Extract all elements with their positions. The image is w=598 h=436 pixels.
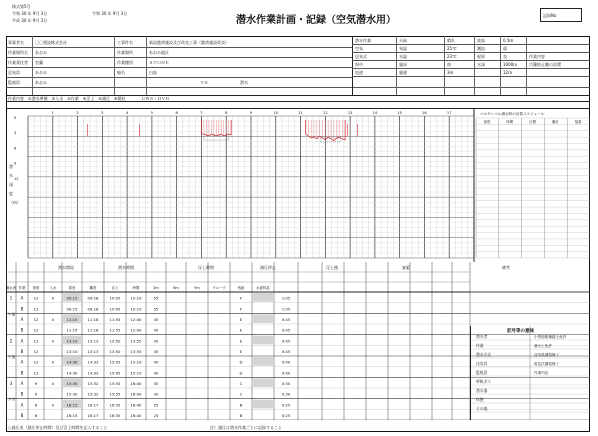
row-cell: 10:10: [130, 295, 142, 301]
row-cell: 11:18: [87, 327, 99, 333]
row-group-label: 夕方: [8, 397, 16, 402]
legend-item: 作業: [476, 343, 484, 348]
value-air-supply[interactable]: あおみ: [35, 70, 47, 75]
hour-tick-label: 8: [225, 111, 228, 115]
hour-tick-label: 16: [422, 111, 427, 115]
depth-tick-label: 0: [14, 116, 17, 120]
depth-axis-caption: 水: [9, 173, 13, 178]
table-col-header: 深度: [32, 286, 40, 290]
row-cell: 13:55: [130, 338, 142, 344]
legend-item-right: 救急法講習修了: [534, 362, 560, 366]
row-diver: B: [20, 327, 24, 333]
row-number: 2: [9, 338, 13, 344]
table-col-header: 潜水者: [6, 286, 17, 290]
schedule-col-header: 深度: [483, 120, 491, 124]
value-work-type[interactable]: ＳＴＯＮＥ: [149, 60, 169, 65]
value-air-temp[interactable]: 25℃: [447, 46, 457, 51]
row-cell: 12: [33, 349, 39, 354]
row-cell: 09:18: [87, 295, 99, 301]
schedule-title: マルチレベル潜水時の計算スケジュール: [480, 112, 545, 116]
table-group-header: 減圧停止: [260, 265, 276, 270]
row-cell: 40: [153, 359, 159, 365]
row-cell: 12: [33, 295, 39, 301]
row-cell: 1:05: [281, 295, 291, 301]
table-group-header: 浮上後: [326, 265, 338, 270]
row-cell: 0: [51, 359, 55, 365]
value-gas[interactable]: 空気: [355, 46, 363, 51]
row-cell: 12: [33, 338, 39, 344]
row-diver: B: [20, 370, 24, 376]
hour-tick-label: 11: [298, 111, 303, 115]
table-col-header: 残留: [237, 286, 245, 290]
row-group-label: 午前: [8, 312, 16, 317]
label-sea: 海中: [355, 62, 363, 67]
row-cell: C: [239, 381, 243, 386]
label-tide: 潮流: [477, 46, 485, 51]
row-cell: 16:15: [66, 402, 78, 408]
bottom-trace: [209, 134, 211, 136]
label-work-content: 作業内容: [529, 54, 545, 59]
bottom-trace: [226, 134, 228, 135]
row-cell: 55: [153, 306, 159, 312]
legend-item: 呼吸ガス: [476, 379, 492, 384]
hour-tick-label: 9: [249, 111, 253, 115]
value-method[interactable]: 送気式: [355, 54, 367, 59]
row-cell: 55: [153, 295, 159, 301]
bottom-trace: [342, 139, 345, 140]
row-cell: 13:13: [87, 349, 99, 354]
row-cell: 12: [33, 370, 39, 376]
value-work-content[interactable]: 汚濁防止膜の設置: [529, 62, 561, 67]
row-cell: 0:25: [281, 413, 291, 418]
row-cell: 45: [153, 349, 159, 354]
label-depth: 水深: [477, 62, 485, 67]
row-diver: A: [20, 295, 24, 301]
shaded-cell: [252, 293, 274, 302]
table-col-header: 着底: [68, 286, 76, 290]
bottom-trace: [334, 138, 337, 141]
shaded-cell: [252, 400, 274, 409]
row-diver: A: [20, 402, 24, 408]
row-diver: B: [20, 349, 24, 354]
row-cell: B: [239, 402, 243, 408]
label-diving-op: 潜水作業: [355, 38, 371, 43]
hour-tick-label: 6: [175, 111, 178, 115]
row-cell: 16:35: [109, 413, 121, 418]
row-cell: 11:55: [109, 327, 121, 333]
row-cell: 14:30: [66, 370, 78, 376]
bottom-trace: [211, 134, 213, 135]
label-wind-dir: 風向: [399, 62, 407, 67]
footnote-left: ○減圧表（減圧停止時間）及び浮上時間を記入すること: [8, 425, 108, 430]
value-wind-speed[interactable]: 3m: [447, 70, 454, 75]
table-group-header: 浮上時間: [198, 265, 214, 270]
row-cell: 11:55: [109, 317, 121, 322]
row-cell: 13:10: [66, 338, 78, 344]
row-diver: B: [20, 306, 24, 312]
table-col-header: 浮上: [111, 286, 119, 290]
shaded-cell: [252, 314, 274, 323]
depth-time-chart: [6, 108, 590, 262]
label-watcher: 監視員: [8, 80, 20, 85]
value-wind-dir[interactable]: 南: [447, 62, 451, 67]
row-cell: 0:45: [281, 317, 291, 322]
depth-axis-caption: 深: [9, 182, 13, 187]
bottom-trace: [221, 134, 223, 136]
row-cell: 15:10: [130, 359, 142, 365]
table-col-header: 6m: [173, 286, 179, 290]
hour-tick-label: 3: [101, 111, 104, 115]
bottom-trace: [339, 137, 342, 139]
bottom-trace: [311, 137, 314, 138]
table-col-header: 入水: [49, 286, 57, 290]
row-cell: 13:50: [109, 349, 121, 354]
value-diver[interactable]: ワカ: [200, 80, 208, 85]
row-cell: F: [239, 295, 243, 301]
label-air-supply: 送気員: [8, 70, 20, 75]
row-cell: 25: [153, 413, 159, 418]
row-cell: 13:50: [109, 338, 121, 344]
row-cell: D: [239, 359, 243, 365]
record-number-label: 記録No: [543, 13, 557, 18]
row-cell: 16:40: [130, 402, 142, 408]
row-diver: A: [20, 338, 24, 344]
row-cell: 1:05: [281, 306, 291, 312]
hour-tick-label: 1: [51, 111, 54, 115]
row-cell: 25: [153, 402, 159, 408]
row-number: 1: [9, 295, 13, 301]
row-cell: 15:05: [109, 370, 121, 376]
legend-title: 記号等の意味: [507, 329, 534, 334]
shaded-cell: [252, 357, 274, 366]
row-cell: 0:40: [281, 370, 291, 376]
legend-item: 送気員: [476, 361, 488, 366]
row-cell: 15:55: [109, 391, 121, 397]
value-tide[interactable]: 弱: [503, 46, 507, 51]
value-sub[interactable]: 潜水: [240, 80, 248, 85]
row-cell: 11:15: [66, 327, 78, 333]
row-cell: 14:33: [87, 359, 99, 365]
depth-tick-label: 6: [14, 146, 17, 151]
table-col-header: 時間: [132, 286, 140, 290]
row-cell: 0:30: [281, 391, 291, 397]
footnote-mid: 注）減圧は潜水作業ごとに記録すること: [210, 425, 282, 430]
row-cell: 16:17: [87, 402, 99, 408]
date-left-1: 令和 30 年 9月 3日: [12, 11, 48, 16]
hour-tick-label: 14: [372, 111, 378, 115]
value-weather[interactable]: 晴れ: [447, 38, 455, 43]
depth-tick-label: 12: [14, 176, 19, 181]
row-cell: 30: [153, 381, 159, 386]
row-cell: B: [239, 413, 243, 418]
row-cell: 16:15: [66, 413, 78, 418]
legend-box: [470, 326, 590, 420]
row-cell: 10:10: [130, 306, 142, 312]
hour-tick-label: 17: [446, 111, 452, 115]
value-watcher[interactable]: あおみ: [35, 80, 47, 85]
label-wind-speed: 風速: [399, 70, 407, 75]
row-cell: 6: [34, 402, 38, 408]
form-number: 様式第5号: [12, 4, 31, 9]
legend-item: 監視員: [476, 370, 488, 375]
value-site[interactable]: あおみ: [35, 50, 47, 55]
depth-axis-caption: 度: [9, 191, 13, 196]
label-air-temp: 気温: [399, 46, 407, 51]
table-group-header: 窒素: [402, 265, 410, 270]
row-cell: 14:30: [66, 359, 78, 365]
bottom-trace: [204, 134, 206, 135]
value-location[interactable]: あおみ地区: [149, 50, 169, 55]
row-cell: C: [239, 391, 243, 397]
row-cell: 12: [33, 359, 39, 365]
label-project: 工事件名: [117, 40, 133, 45]
table-col-header: 水面休息: [256, 286, 270, 290]
row-cell: E: [239, 349, 243, 354]
hour-tick-label: 2: [76, 111, 79, 115]
row-cell: 0: [51, 317, 55, 322]
row-cell: 45: [153, 338, 159, 344]
value-supervisor[interactable]: 室蘭: [35, 60, 43, 65]
hour-tick-label: 12: [323, 111, 328, 115]
record-number-box[interactable]: [540, 8, 582, 22]
date-left-2: 平成 30 年 9月 3日: [12, 18, 48, 23]
label-ship: 船名: [117, 70, 125, 75]
label-location: 作業場所: [117, 50, 133, 55]
procedure-line: 作業内容 ①潜水準備 ②入水 ③作業 ④浮上 ⑤減圧 ⑥揚収 ＵＷＳ・ＤＶＲ: [8, 96, 170, 101]
value-project[interactable]: 新設港湾施設及び改良工事（港湾施設改良）: [149, 40, 229, 45]
row-cell: 10:05: [109, 306, 121, 312]
depth-tick-label: 3: [14, 131, 17, 136]
row-cell: 14:33: [87, 370, 99, 376]
label-water-temp: 水温: [399, 54, 407, 59]
legend-item: 休憩: [476, 397, 484, 402]
row-cell: 16:40: [130, 413, 142, 418]
hour-tick-label: 7: [200, 111, 203, 115]
row-cell: 0:45: [281, 338, 291, 344]
shaded-cell: [252, 336, 274, 345]
table-col-header: 9m: [194, 286, 200, 290]
legend-item: 潜水者: [476, 334, 488, 339]
row-cell: 45: [153, 317, 159, 322]
row-cell: 0:45: [281, 327, 291, 333]
hour-tick-label: 4: [125, 111, 129, 115]
row-cell: 9: [34, 391, 38, 397]
value-water-temp[interactable]: 23℃: [447, 54, 457, 59]
value-visibility-rating[interactable]: 良: [503, 54, 507, 59]
row-cell: E: [239, 338, 243, 344]
hour-tick-label: 15: [397, 111, 402, 115]
row-cell: 0: [51, 295, 55, 301]
row-diver: A: [20, 381, 24, 386]
label-company: 事業者名: [8, 40, 24, 45]
value-visibility[interactable]: 1000ｍ: [503, 62, 518, 67]
label-weather: 天候: [399, 38, 407, 43]
value-ship[interactable]: 白鳥: [149, 70, 157, 75]
row-cell: 11:18: [87, 317, 99, 322]
row-cell: 16:00: [130, 391, 142, 397]
row-diver: A: [20, 317, 24, 322]
row-cell: 0: [51, 381, 55, 386]
table-group-header: 備考: [502, 265, 510, 270]
row-cell: 15:05: [109, 359, 121, 365]
row-cell: 13:13: [87, 338, 99, 344]
row-cell: E: [239, 317, 243, 322]
row-cell: F: [239, 306, 243, 312]
label-wave: 波高: [477, 38, 485, 43]
row-cell: 15:32: [87, 381, 99, 386]
legend-item: その他: [476, 406, 488, 411]
row-cell: 16:35: [109, 402, 121, 408]
row-cell: 09:15: [66, 306, 78, 312]
row-cell: 09:18: [87, 306, 99, 312]
row-cell: 6: [34, 413, 38, 418]
row-cell: 0:40: [281, 359, 291, 365]
table-group-header: 潜水開始: [58, 265, 74, 270]
table-col-header: グループ: [212, 286, 226, 290]
legend-item: 潜水方式: [476, 352, 492, 357]
row-cell: 9: [34, 381, 38, 386]
bottom-trace: [229, 134, 231, 135]
legend-item-right: 作業内容: [534, 371, 549, 375]
schedule-col-header: 時間: [506, 120, 514, 124]
row-number: 3: [9, 381, 13, 386]
hour-tick-label: 5: [150, 111, 154, 115]
row-cell: 45: [153, 327, 159, 333]
label-visibility: 視界: [477, 54, 485, 59]
page-title: 潜水作業計画・記録（空気潜水用）: [236, 15, 396, 26]
legend-item-right: 小型船舶操縦士免許: [534, 335, 567, 339]
row-cell: 12:00: [130, 327, 142, 333]
depth-tick-label: 9: [14, 161, 17, 166]
label-current: 流速: [355, 70, 363, 75]
row-cell: E: [239, 327, 243, 333]
table-col-header: 3m: [153, 286, 159, 290]
table-col-header: 離底: [89, 286, 97, 290]
row-cell: 12: [33, 317, 39, 322]
row-group-label: 午後: [8, 355, 16, 359]
row-cell: 11:15: [66, 317, 78, 322]
row-diver: B: [20, 391, 24, 397]
bottom-trace: [306, 134, 309, 136]
row-cell: 0:25: [281, 402, 291, 408]
row-cell: 09:15: [66, 295, 78, 301]
row-cell: 16:17: [87, 413, 99, 418]
row-cell: 16:00: [130, 381, 142, 386]
row-cell: 12: [33, 306, 39, 312]
row-cell: 15:30: [66, 391, 78, 397]
row-cell: 10:05: [109, 295, 121, 301]
legend-item-right: 送気員講習修了: [534, 353, 560, 357]
label-site: 作業場所名: [8, 50, 28, 55]
bottom-trace: [325, 137, 328, 140]
row-cell: 0: [51, 402, 55, 408]
bottom-trace: [314, 137, 317, 139]
legend-item: 潜水器: [476, 388, 488, 393]
row-cell: 12:00: [130, 317, 142, 322]
shaded-cell: [252, 378, 274, 387]
schedule-col-header: 累計: [552, 120, 559, 124]
row-cell: 15:32: [87, 391, 99, 397]
row-cell: 30: [153, 391, 159, 397]
schedule-col-header: 窒素: [574, 120, 582, 124]
legend-item-right: 潜水士免許: [534, 344, 552, 348]
row-cell: 15:55: [109, 381, 121, 386]
row-cell: 13:55: [130, 349, 142, 354]
label-supervisor: 作業責任者: [8, 60, 28, 65]
hour-tick-label: 10: [273, 111, 279, 115]
schedule-col-header: 区間: [529, 120, 536, 124]
bottom-trace: [219, 134, 221, 135]
row-cell: 0:45: [281, 349, 291, 354]
row-cell: 15:10: [130, 370, 142, 376]
table-col-header: 作業: [18, 286, 26, 290]
value-wave[interactable]: 0.5m: [503, 38, 514, 43]
value-depth[interactable]: 12ｍ: [503, 70, 513, 75]
depth-axis-caption: 潜: [9, 164, 13, 169]
row-cell: 40: [153, 370, 159, 376]
label-work-type: 作業種別: [117, 60, 133, 65]
depth-axis-caption: （m）: [9, 200, 21, 205]
bottom-trace: [323, 138, 326, 140]
row-cell: D: [239, 370, 243, 376]
row-cell: 13:10: [66, 349, 78, 354]
depth-trace: [201, 120, 231, 136]
row-cell: 15:30: [66, 381, 78, 386]
row-cell: 0: [51, 338, 55, 344]
table-group-header: 潜水時間: [118, 265, 134, 270]
date-right: 令和 30 年 9月 3日: [92, 11, 128, 16]
row-cell: 0:30: [281, 381, 291, 386]
row-diver: A: [20, 359, 24, 365]
row-cell: 12: [33, 327, 39, 333]
row-diver: B: [20, 413, 24, 418]
hour-tick-label: 13: [347, 111, 353, 115]
value-company[interactable]: 〇〇建設株式会社: [35, 40, 67, 45]
